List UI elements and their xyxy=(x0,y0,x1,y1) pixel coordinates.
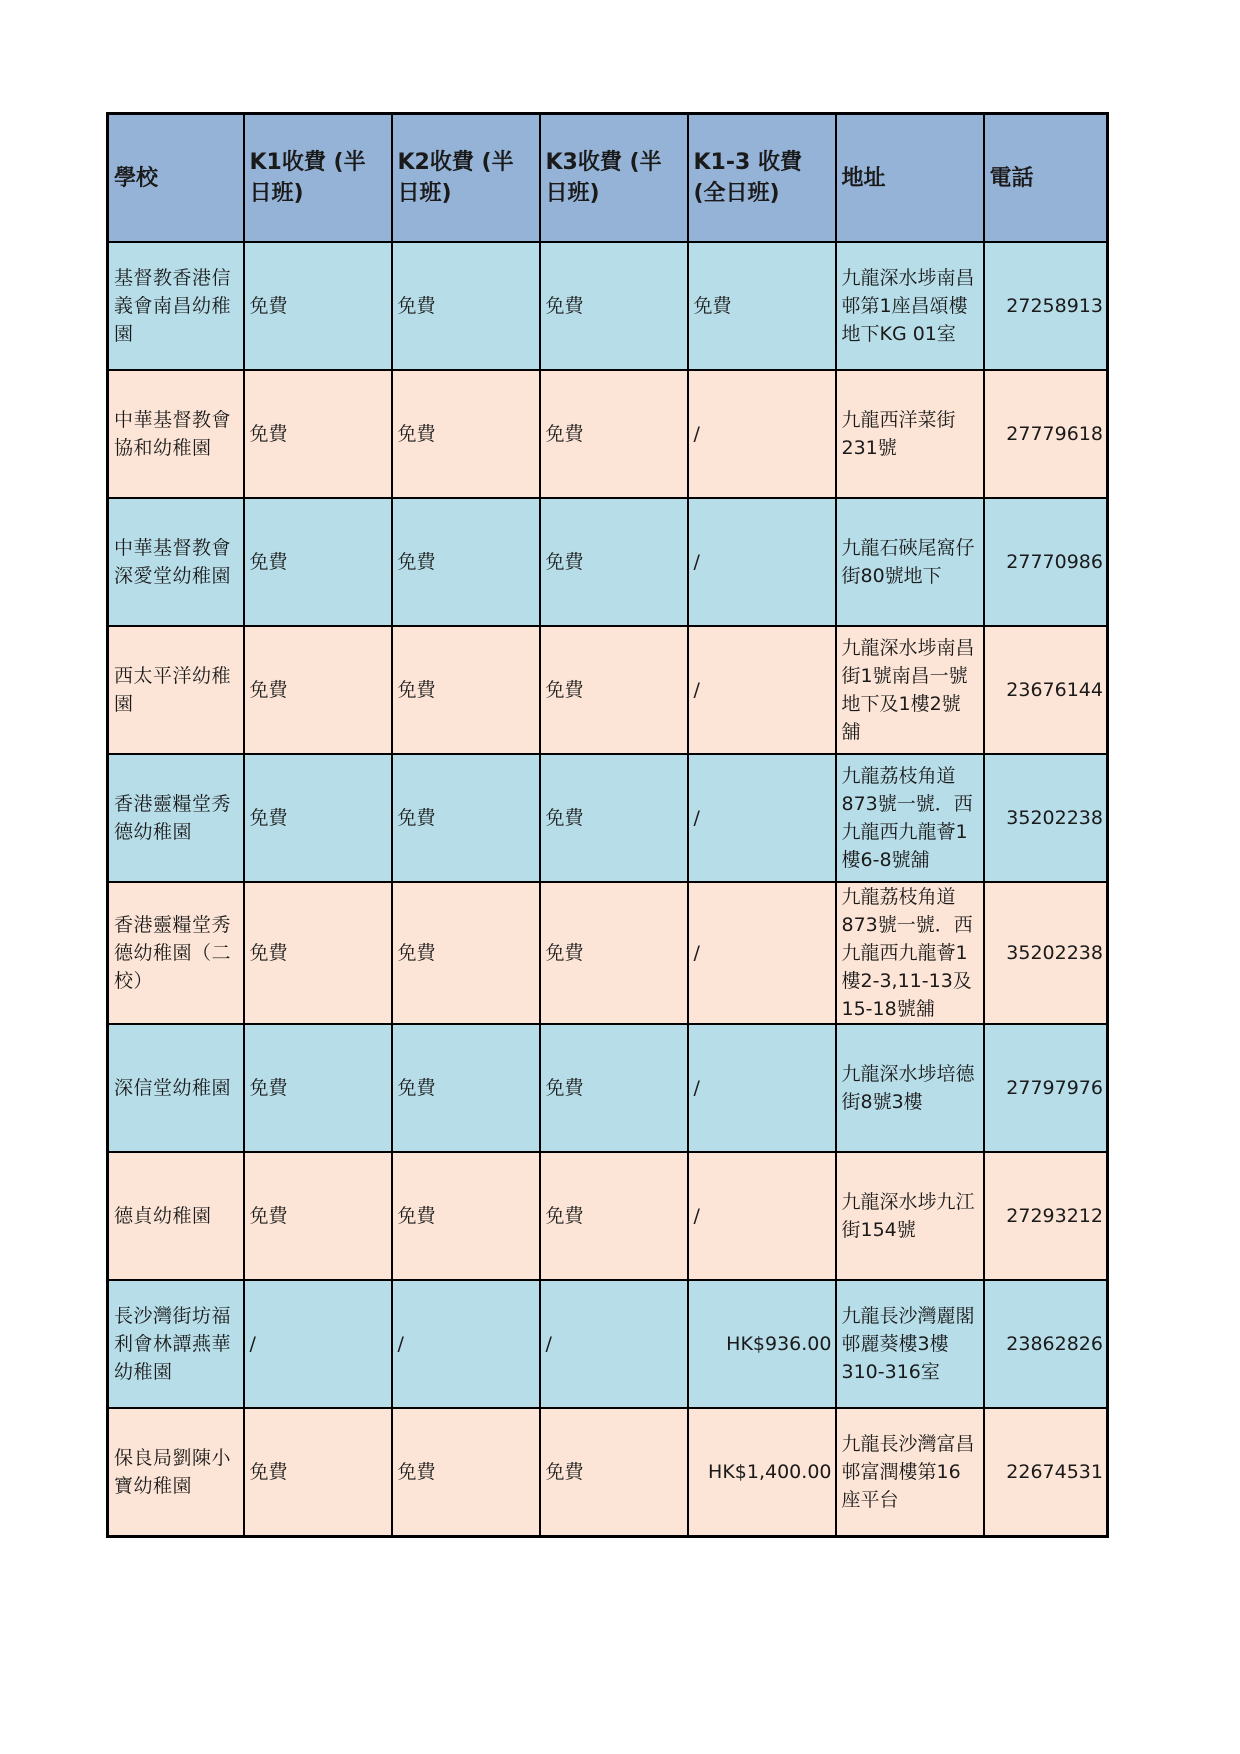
fullday-fee: 免費 xyxy=(688,242,836,370)
fullday-fee: / xyxy=(688,882,836,1024)
k1-fee: 免費 xyxy=(244,1408,392,1537)
k2-fee: 免費 xyxy=(392,242,540,370)
k3-fee: 免費 xyxy=(540,626,688,754)
fullday-fee: HK$1,400.00 xyxy=(688,1408,836,1537)
fullday-fee: / xyxy=(688,1024,836,1152)
k3-fee: 免費 xyxy=(540,498,688,626)
k1-fee: 免費 xyxy=(244,1152,392,1280)
fullday-fee: / xyxy=(688,370,836,498)
header-phone: 電話 xyxy=(984,114,1108,243)
table-row xyxy=(108,1408,1108,1537)
school-name: 保良局劉陳小寶幼稚園 xyxy=(108,1408,244,1537)
k2-fee: 免費 xyxy=(392,370,540,498)
phone: 23676144 xyxy=(984,626,1108,754)
k3-fee: 免費 xyxy=(540,1152,688,1280)
address: 九龍長沙灣富昌邨富潤樓第16座平台 xyxy=(836,1408,984,1537)
school-name: 中華基督教會深愛堂幼稚園 xyxy=(108,498,244,626)
kindergarten-fees-table xyxy=(106,112,1109,1538)
table-row xyxy=(108,498,1108,626)
phone: 22674531 xyxy=(984,1408,1108,1537)
phone: 35202238 xyxy=(984,754,1108,882)
k1-fee: 免費 xyxy=(244,498,392,626)
table-row xyxy=(108,626,1108,754)
header-address: 地址 xyxy=(836,114,984,243)
table-row xyxy=(108,882,1108,1024)
fullday-fee: / xyxy=(688,754,836,882)
phone: 27293212 xyxy=(984,1152,1108,1280)
address: 九龍西洋菜街231號 xyxy=(836,370,984,498)
k3-fee: / xyxy=(540,1280,688,1408)
header-k3-fee: K3收費 (半日班) xyxy=(540,114,688,243)
school-name: 西太平洋幼稚園 xyxy=(108,626,244,754)
k1-fee: 免費 xyxy=(244,882,392,1024)
table-row xyxy=(108,1024,1108,1152)
k1-fee: 免費 xyxy=(244,1024,392,1152)
school-name: 德貞幼稚園 xyxy=(108,1152,244,1280)
fullday-fee: / xyxy=(688,1152,836,1280)
school-name: 基督教香港信義會南昌幼稚園 xyxy=(108,242,244,370)
k2-fee: 免費 xyxy=(392,1024,540,1152)
k3-fee: 免費 xyxy=(540,1024,688,1152)
header-fullday-fee: K1-3 收費 (全日班) xyxy=(688,114,836,243)
header-k2-fee: K2收費 (半日班) xyxy=(392,114,540,243)
phone: 23862826 xyxy=(984,1280,1108,1408)
k2-fee: 免費 xyxy=(392,498,540,626)
k2-fee: 免費 xyxy=(392,882,540,1024)
k3-fee: 免費 xyxy=(540,754,688,882)
k2-fee: 免費 xyxy=(392,1408,540,1537)
table-row xyxy=(108,1152,1108,1280)
header-school: 學校 xyxy=(108,114,244,243)
header-row xyxy=(108,114,1108,243)
address: 九龍深水埗培德街8號3樓 xyxy=(836,1024,984,1152)
k3-fee: 免費 xyxy=(540,242,688,370)
k2-fee: 免費 xyxy=(392,626,540,754)
school-name: 香港靈糧堂秀德幼稚園（二校） xyxy=(108,882,244,1024)
k2-fee: / xyxy=(392,1280,540,1408)
k1-fee: 免費 xyxy=(244,370,392,498)
k1-fee: 免費 xyxy=(244,754,392,882)
phone: 27258913 xyxy=(984,242,1108,370)
k3-fee: 免費 xyxy=(540,370,688,498)
fullday-fee: / xyxy=(688,498,836,626)
table-row xyxy=(108,242,1108,370)
school-name: 中華基督教會協和幼稚園 xyxy=(108,370,244,498)
fullday-fee: / xyxy=(688,626,836,754)
header-k1-fee: K1收費 (半日班) xyxy=(244,114,392,243)
k1-fee: 免費 xyxy=(244,626,392,754)
phone: 27770986 xyxy=(984,498,1108,626)
school-name: 香港靈糧堂秀德幼稚園 xyxy=(108,754,244,882)
fullday-fee: HK$936.00 xyxy=(688,1280,836,1408)
school-name: 深信堂幼稚園 xyxy=(108,1024,244,1152)
address: 九龍長沙灣麗閣邨麗葵樓3樓310-316室 xyxy=(836,1280,984,1408)
school-name: 長沙灣街坊福利會林譚燕華幼稚園 xyxy=(108,1280,244,1408)
address: 九龍深水埗南昌邨第1座昌頌樓地下KG 01室 xyxy=(836,242,984,370)
address: 九龍深水埗九江街154號 xyxy=(836,1152,984,1280)
k3-fee: 免費 xyxy=(540,1408,688,1537)
table-row xyxy=(108,370,1108,498)
k2-fee: 免費 xyxy=(392,754,540,882)
phone: 27797976 xyxy=(984,1024,1108,1152)
table-row xyxy=(108,754,1108,882)
address: 九龍深水埗南昌街1號南昌一號地下及1樓2號舖 xyxy=(836,626,984,754)
address: 九龍荔枝角道873號一號．西九龍西九龍薈1樓6-8號舖 xyxy=(836,754,984,882)
k1-fee: / xyxy=(244,1280,392,1408)
address: 九龍石硤尾窩仔街80號地下 xyxy=(836,498,984,626)
phone: 35202238 xyxy=(984,882,1108,1024)
phone: 27779618 xyxy=(984,370,1108,498)
k3-fee: 免費 xyxy=(540,882,688,1024)
address: 九龍荔枝角道873號一號．西九龍西九龍薈1樓2-3,11-13及15-18號舖 xyxy=(836,882,984,1024)
k2-fee: 免費 xyxy=(392,1152,540,1280)
k1-fee: 免費 xyxy=(244,242,392,370)
table-row xyxy=(108,1280,1108,1408)
